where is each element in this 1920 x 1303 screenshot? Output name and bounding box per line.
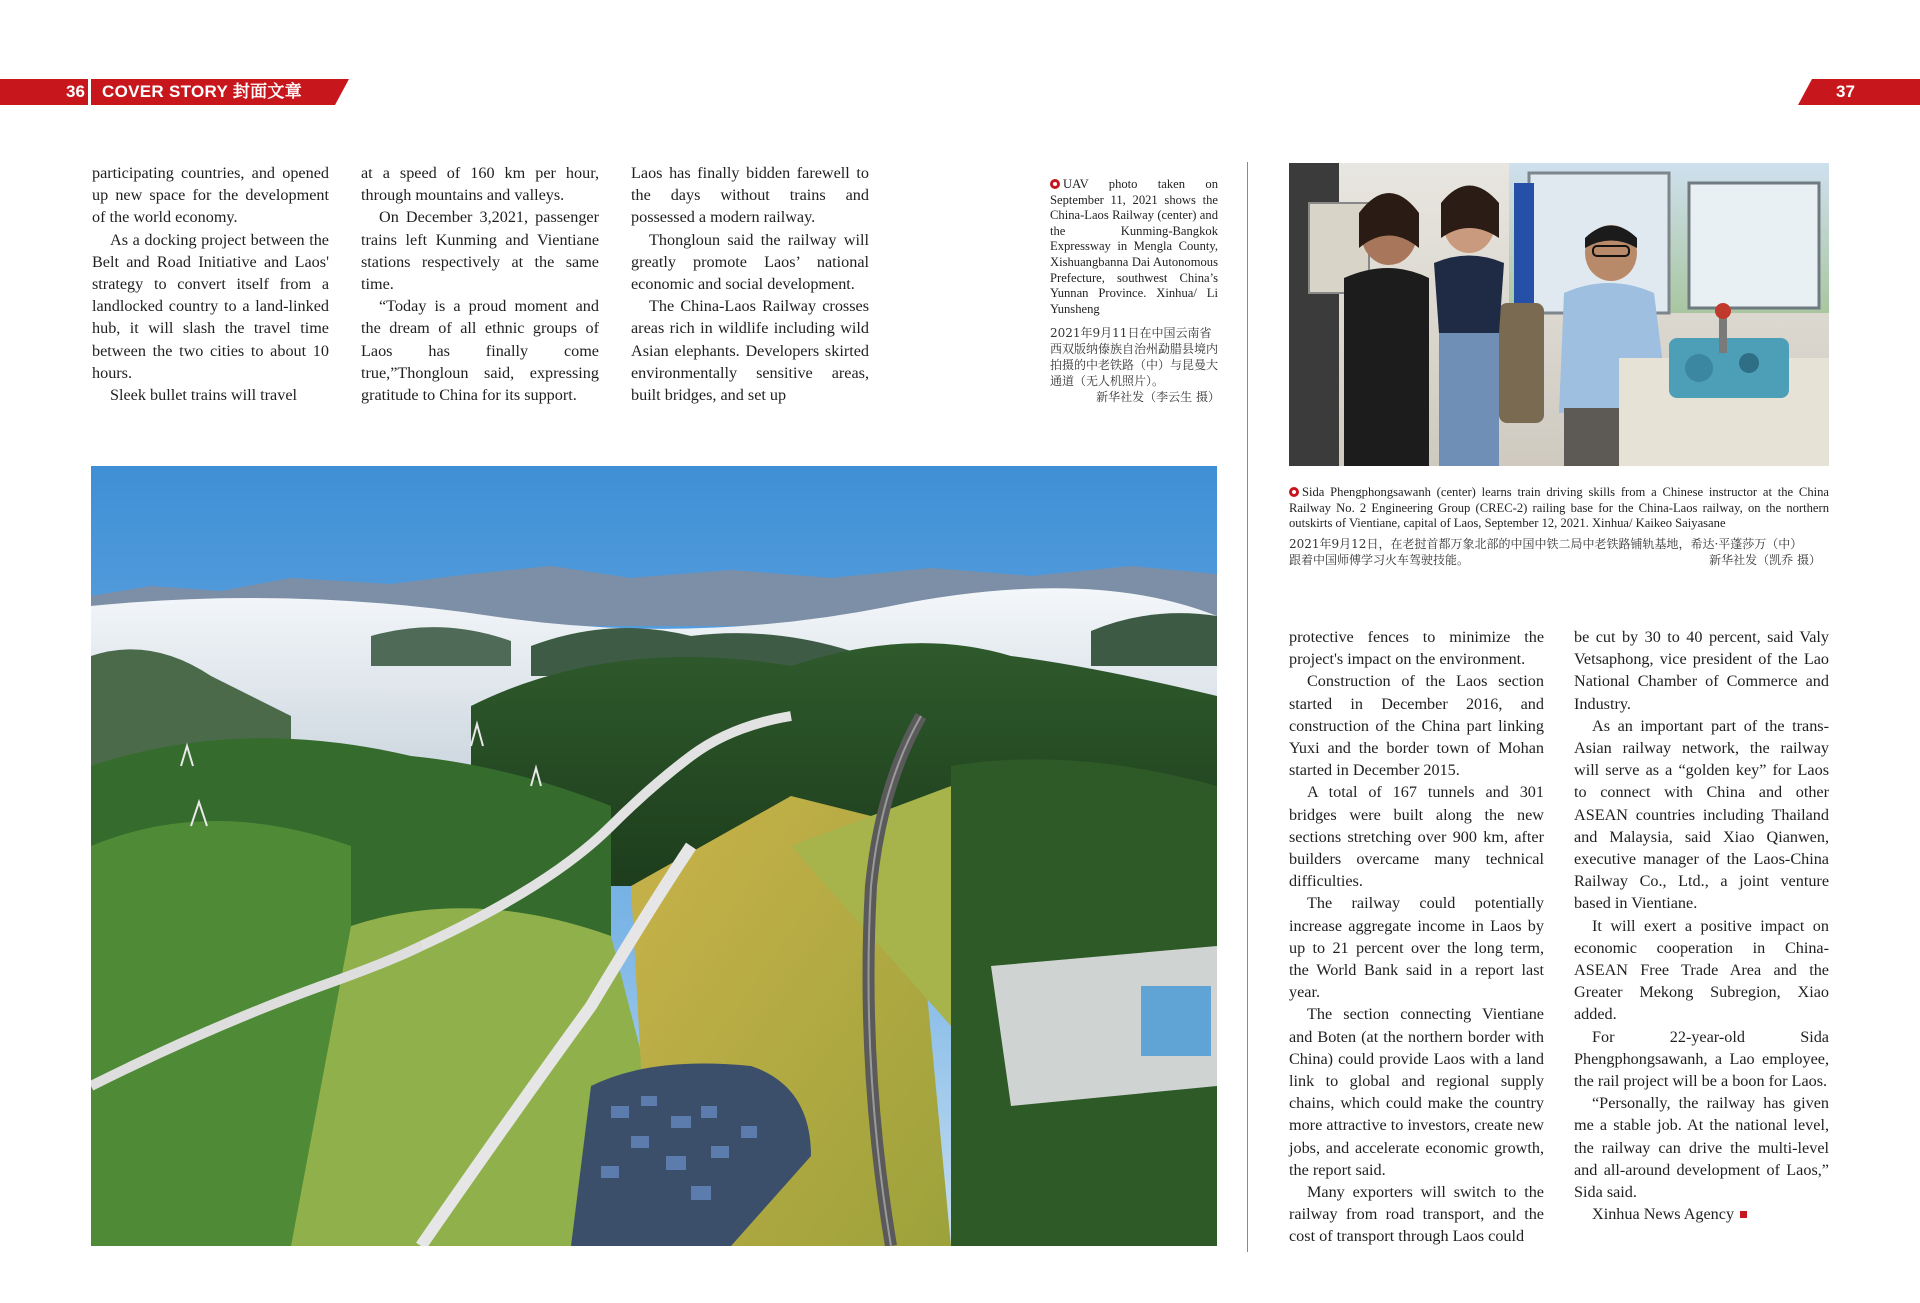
article-column-5 bbox=[1574, 626, 1829, 1225]
paragraph: Sleek bullet trains will travel bbox=[110, 386, 298, 405]
caption-credit-cn: 新华社发（李云生 摄） bbox=[1096, 390, 1220, 404]
train-cab-photo bbox=[1289, 163, 1829, 466]
aerial-railway-illustration bbox=[91, 466, 1217, 1246]
caption-bullet-icon bbox=[1050, 179, 1060, 189]
train-photo-caption-cn bbox=[1289, 536, 1829, 568]
paragraph: participating countries, and opened up new space for the development of the world economy. bbox=[92, 164, 329, 227]
caption-text-en: Sida Phengphongsawanh (center) learns train driving skills from a Chinese instructor at the China Railway No. 2 Engineering Group (CREC-2) railing base for the China-Laos railway, on the northern outskirts of Vientiane, capital of Laos, September 12, 2021. Xinhua/ Kaikeo Saiyasane bbox=[1289, 485, 1829, 531]
paragraph: be cut by 30 to 40 percent, said Valy Vetsaphong, vice president of the Lao National Chamber of Commerce and Industry. bbox=[1574, 628, 1829, 713]
paragraph: As an important part of the trans-Asian railway network, the railway will serve as a “golden key” for Laos to connect with China and other ASEAN countries including Thailand and Malaysia, said Xiao Qianwen, executive manager of the Laos-China Railway Co., Ltd., a joint venture based in Vientiane. bbox=[1574, 716, 1829, 913]
caption-bullet-icon bbox=[1289, 487, 1299, 497]
byline bbox=[1574, 1203, 1829, 1225]
paragraph: “Personally, the railway has given me a stable job. At the national level, the railway can drive the multi-level and all-around development of Laos,” Sida said. bbox=[1574, 1094, 1829, 1202]
paragraph: Construction of the Laos section started in December 2016, and construction of the China part linking Yuxi and the border town of Mohan started in December 2015. bbox=[1289, 672, 1544, 780]
paragraph: The railway could potentially increase aggregate income in Laos by up to 21 percent over the long term, the World Bank said in a report last year. bbox=[1289, 894, 1544, 1002]
paragraph: Thongloun said the railway will greatly promote Laos’ national economic and social development. bbox=[631, 230, 869, 294]
page-gutter-divider bbox=[1247, 162, 1248, 1252]
paragraph: “Today is a proud moment and the dream of all ethnic groups of Laos has finally come true,”Thongloun said, expressing gratitude to China for its support. bbox=[361, 297, 599, 405]
page-number-right: 37 bbox=[1836, 82, 1855, 101]
paragraph: A total of 167 tunnels and 301 bridges were built along the new sections stretching over 900 km, after builders overcame many technical difficulties. bbox=[1289, 783, 1544, 891]
paragraph: Many exporters will switch to the railway from road transport, and the cost of transport through Laos could bbox=[1289, 1183, 1544, 1246]
aerial-railway-photo bbox=[91, 466, 1217, 1246]
caption-credit-cn: 新华社发（凯乔 摄） bbox=[1709, 553, 1821, 567]
article-column-1 bbox=[92, 162, 329, 406]
header-cut-corner bbox=[1798, 79, 1812, 105]
paragraph: On December 3,2021, passenger trains left Kunming and Vientiane stations respectively at the same time. bbox=[361, 208, 599, 294]
caption-text-en: UAV photo taken on September 11, 2021 shows the China-Laos Railway (center) and the Kunming-Bangkok Expressway in Mengla County, Xishuangbanna Dai Autonomous Prefecture, southwest China’s Yunnan Province. Xinhua/ Li Yunsheng bbox=[1050, 177, 1218, 316]
train-cab-photo-illustration bbox=[1289, 163, 1829, 466]
section-label: COVER STORY 封面文章 bbox=[102, 82, 303, 101]
paragraph: As a docking project between the Belt and Road Initiative and Laos' strategy to convert itself from a landlocked country to a land-linked hub, it will slash the travel time between the two cities to about 10 hours. bbox=[92, 230, 329, 382]
train-photo-caption bbox=[1289, 485, 1829, 532]
end-mark-icon bbox=[1740, 1211, 1747, 1218]
paragraph: For 22-year-old Sida Phengphongsawanh, a Lao employee, the rail project will be a boon for Laos. bbox=[1574, 1027, 1829, 1091]
header-bar-right bbox=[1812, 79, 1920, 105]
paragraph: The China-Laos Railway crosses areas rich in wildlife including wild Asian elephants. Developers skirted environmentally sensitive areas, built bridges, and set up bbox=[631, 297, 869, 405]
header-cut-corner bbox=[335, 79, 349, 105]
uav-photo-caption-cn bbox=[1050, 325, 1220, 405]
paragraph: protective fences to minimize the project's impact on the environment. bbox=[1289, 628, 1544, 669]
byline-text: Xinhua News Agency bbox=[1592, 1205, 1735, 1224]
caption-text-cn: 2021年9月11日在中国云南省西双版纳傣族自治州勐腊县境内拍摄的中老铁路（中）与昆曼大通道（无人机照片）。 bbox=[1050, 326, 1219, 388]
article-column-2 bbox=[361, 162, 599, 406]
header-bar-left bbox=[0, 79, 335, 105]
paragraph: The section connecting Vientiane and Boten (at the northern border with China) could provide Laos with a land link to global and regional supply chains, which could make the country more attractive to investors, create new jobs, and accelerate economic growth, the report said. bbox=[1289, 1005, 1544, 1179]
paragraph: It will exert a positive impact on economic cooperation in China-ASEAN Free Trade Area and the Greater Mekong Subregion, Xiao added. bbox=[1574, 916, 1829, 1024]
page-number-left: 36 bbox=[66, 82, 85, 101]
paragraph: at a speed of 160 km per hour, through mountains and valleys. bbox=[361, 164, 599, 205]
caption-text-cn: 跟着中国师傅学习火车驾驶技能。 bbox=[1289, 553, 1470, 567]
paragraph: Laos has finally bidden farewell to the days without trains and possessed a modern railway. bbox=[631, 164, 869, 227]
uav-photo-caption bbox=[1050, 177, 1218, 317]
article-column-3 bbox=[631, 162, 869, 406]
caption-text-cn: 2021年9月12日，在老挝首都万象北部的中国中铁二局中老铁路铺轨基地，希达·平蓬莎万（中） bbox=[1289, 537, 1803, 551]
article-column-4 bbox=[1289, 626, 1544, 1248]
